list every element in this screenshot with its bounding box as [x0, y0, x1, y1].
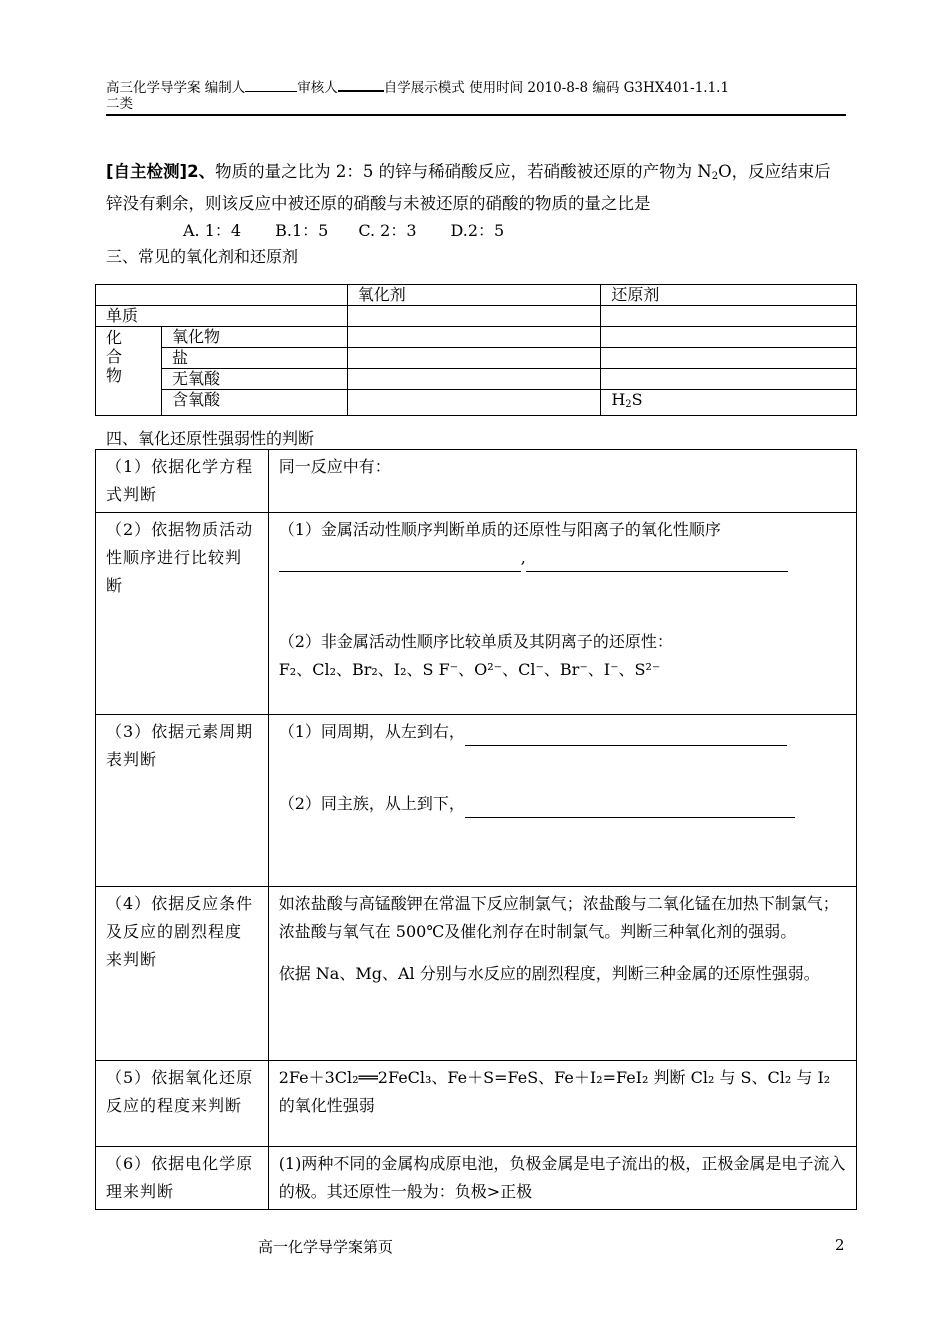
r2-blank-2 — [526, 553, 788, 572]
header-line2: 二类 — [106, 96, 133, 112]
r5-label: （5）依据氧化还原反应的程度来判断 — [96, 1061, 269, 1147]
r4-chlorine: 如浓盐酸与高锰酸钾在常温下反应制氯气；浓盐酸与二氧化锰在加热下制氯气；浓盐酸与氧气在 500℃及催化剂存在时制氯气。判断三种氧化剂的强弱。 — [278, 894, 839, 941]
r3-blank-1 — [465, 727, 787, 746]
judgement-table — [95, 449, 857, 1210]
row-oxide: 氧化物 — [161, 327, 347, 348]
compound-cell: 化 合 物 — [96, 327, 162, 416]
self-check-question — [106, 158, 846, 217]
n2o-subscript: 2 — [711, 171, 719, 182]
r3-label: （3）依据元素周期表判断 — [96, 715, 269, 887]
reviewer-blank — [338, 78, 384, 92]
r2-blank-1 — [279, 553, 521, 572]
editor-blank — [245, 79, 297, 92]
option-d: D.2：5 — [450, 221, 505, 240]
r6-label: （6）依据电化学原理来判断 — [96, 1147, 269, 1210]
page-header — [106, 78, 846, 116]
row-salt: 盐 — [161, 348, 347, 369]
question-label: [自主检测]2、 — [106, 162, 216, 181]
row-anoxic-acid: 无氧酸 — [161, 369, 347, 390]
r1-text: 同一反应中有： — [268, 450, 856, 513]
h2s-cell: $H_2S$ — [601, 390, 857, 416]
question-options — [183, 218, 504, 241]
section3-title: 三、常见的氧化剂和还原剂 — [106, 247, 299, 266]
r2-metal-order: （1）金属活动性顺序判断单质的还原性与阳离子的氧化性顺序 — [278, 520, 721, 539]
r5-text: 2Fe＋3Cl₂══2FeCl₃、Fe＋S=FeS、Fe＋I₂=FeI₂ 判断 Cl₂ 与 S、Cl₂ 与 I₂ 的氧化性强弱 — [268, 1061, 856, 1147]
page-number: 2 — [835, 1236, 845, 1254]
r4-label: （4）依据反应条件及反应的剧烈程度来判断 — [96, 887, 269, 1061]
r2-nonmetal-list: F₂、Cl₂、Br₂、I₂、S F⁻、O²⁻、Cl⁻、Br⁻、I⁻、S²⁻ — [278, 660, 661, 679]
r3-group: （2）同主族，从上到下， — [278, 794, 465, 813]
section4-title: 四、氧化还原性强弱性的判断 — [106, 429, 315, 448]
table-corner — [96, 285, 348, 306]
r4-metals: 依据 Na、Mg、Al 分别与水反应的剧烈程度，判断三种金属的还原性强弱。 — [278, 964, 820, 983]
option-a: A. 1：4 — [183, 221, 242, 240]
r6-text: (1)两种不同的金属构成原电池，负极金属是电子流出的极，正极金属是电子流入的极。其还原性一般为：负极>正极 — [268, 1147, 856, 1210]
header-rest: 自学展示模式 使用时间 2010-8-8 编码 G3HX401-1.1.1 — [383, 80, 730, 96]
option-c: C. 2：3 — [358, 221, 417, 240]
r1-label: （1）依据化学方程式判断 — [96, 450, 269, 513]
r3-content — [268, 715, 856, 887]
r2-content: （1）金属活动性顺序判断单质的还原性与阳离子的氧化性顺序 , （2）非金属活动性顺序比较单质及其阴离子的还原性： F₂、Cl₂、Br₂、I₂、S F⁻、O²⁻、Cl⁻、Br⁻、I⁻、S²⁻ — [268, 513, 856, 715]
header-prefix: 高三化学导学案 编制人 — [106, 80, 246, 96]
option-b: B.1：5 — [275, 221, 329, 240]
question-text: 物质的量之比为 2：5 的锌与稀硝酸反应，若硝酸被还原的产物为 N — [215, 162, 712, 181]
r2-label: （2）依据物质活动性顺序进行比较判断 — [96, 513, 269, 715]
r3-blank-2 — [465, 799, 795, 818]
question-text-tail: O，反应结束后锌没有剩余，则该反应中被还原的硝酸与未被还原的硝酸的物质的量之比是 — [106, 162, 831, 213]
oxidizer-reducer-table — [95, 284, 857, 416]
row-oxyacid: 含氧酸 — [161, 390, 347, 416]
col-oxidizer: 氧化剂 — [347, 285, 601, 306]
footer-text: 高一化学导学案第页 — [258, 1238, 394, 1256]
row-element: 单质 — [96, 306, 348, 327]
header-reviewer-label: 审核人 — [297, 80, 338, 96]
r3-period: （1）同周期，从左到右， — [278, 722, 465, 741]
col-reducer: 还原剂 — [601, 285, 857, 306]
r4-content — [268, 887, 856, 1061]
r2-nonmetal-order: （2）非金属活动性顺序比较单质及其阴离子的还原性： — [278, 632, 673, 651]
